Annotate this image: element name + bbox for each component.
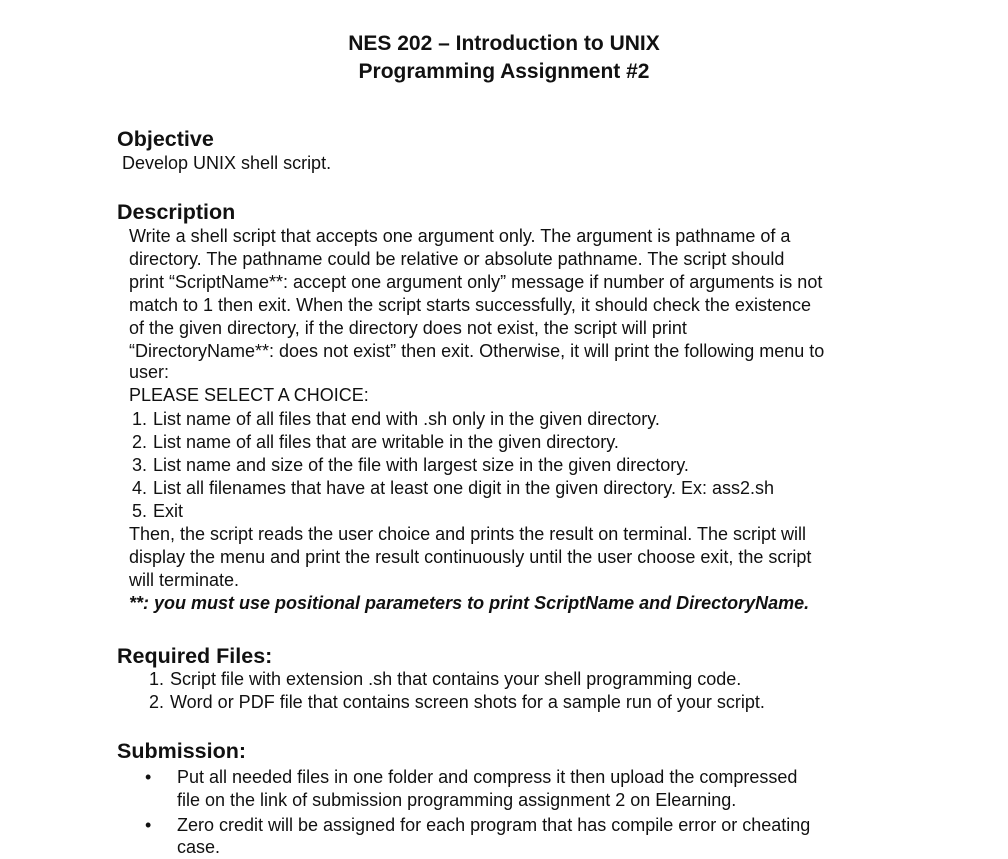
submission-item-line: Zero credit will be assigned for each program that has compile error or cheating [177, 815, 811, 835]
description-line: print “ScriptName**: accept one argument only” message if number of arguments is not [129, 272, 823, 292]
menu-item-number: 2. [131, 432, 147, 452]
menu-item [121, 477, 774, 500]
menu-item [121, 500, 183, 523]
required-file-number: 2. [148, 692, 164, 712]
menu-item [121, 431, 619, 454]
description-line: Write a shell script that accepts one argument only. The argument is pathname of a [129, 226, 791, 246]
title-line-2: Programming Assignment #2 [358, 60, 650, 83]
menu-item-number: 3. [131, 455, 147, 475]
description-line: directory. The pathname could be relative or absolute pathname. The script should [129, 249, 785, 269]
description-line: user: [129, 362, 170, 382]
menu-item-number: 1. [131, 409, 147, 429]
description-line: will terminate. [129, 570, 240, 590]
submission-item-line: file on the link of submission programming assignment 2 on Elearning. [177, 790, 737, 810]
menu-prompt: PLEASE SELECT A CHOICE: [129, 385, 369, 405]
menu-item-text: List all filenames that have at least one digit in the given directory. Ex: ass2.sh [153, 478, 774, 498]
menu-item-text: List name of all files that are writable in the given directory. [153, 432, 619, 452]
menu-item-text: Exit [153, 501, 184, 521]
description-heading: Description [117, 200, 236, 224]
menu-item [121, 454, 689, 477]
objective-text: Develop UNIX shell script. [122, 153, 332, 173]
description-line: of the given directory, if the directory does not exist, the script will print [129, 318, 687, 338]
description-line: Then, the script reads the user choice and prints the result on terminal. The script will [129, 524, 806, 544]
menu-item-text: List name of all files that end with .sh only in the given directory. [153, 409, 660, 429]
menu-item-number: 4. [131, 478, 147, 498]
required-file-number: 1. [148, 669, 164, 689]
required-files-heading: Required Files: [117, 644, 273, 668]
menu-item-text: List name and size of the file with largest size in the given directory. [153, 455, 689, 475]
required-file-item [138, 691, 765, 714]
submission-item-line: Put all needed files in one folder and compress it then upload the compressed [177, 767, 798, 787]
required-file-text: Script file with extension .sh that contains your shell programming code. [170, 669, 742, 689]
description-line: “DirectoryName**: does not exist” then exit. Otherwise, it will print the following menu to [129, 341, 825, 361]
submission-heading: Submission: [117, 739, 247, 763]
required-file-text: Word or PDF file that contains screen shots for a sample run of your script. [170, 692, 765, 712]
submission-item-line: case. [177, 837, 221, 857]
document-title [0, 30, 1008, 86]
positional-parameters-note: **: you must use positional parameters to print ScriptName and DirectoryName. [129, 593, 810, 613]
description-line: display the menu and print the result continuously until the user choose exit, the script [129, 547, 812, 567]
bullet-marker: • [145, 767, 152, 787]
required-file-item [138, 668, 741, 691]
bullet-marker: • [145, 815, 152, 835]
menu-item [121, 408, 660, 431]
objective-heading: Objective [117, 127, 214, 151]
description-line: match to 1 then exit. When the script starts successfully, it should check the existence [129, 295, 811, 315]
title-line-1: NES 202 – Introduction to UNIX [348, 32, 660, 55]
menu-item-number: 5. [131, 501, 147, 521]
